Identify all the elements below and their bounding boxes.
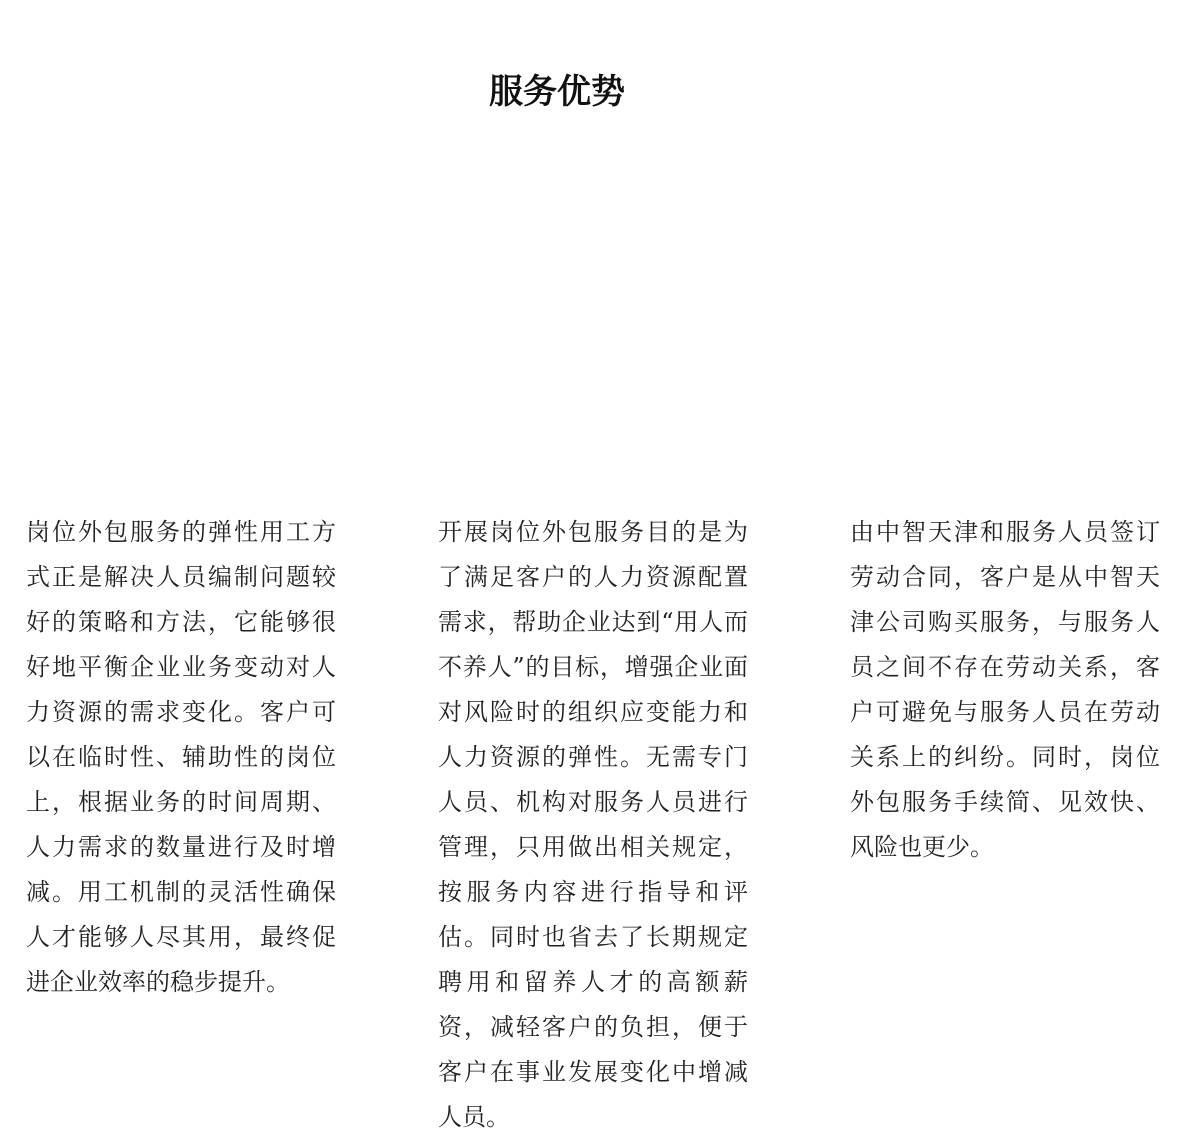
advantage-column-resource-allocation: 开展岗位外包服务目的是为了满足客户的人力资源配置需求，帮助企业达到“用人而不养人”的目标，增强企业面对风险时的组织应变能力和人力资源的弹性。无需专门人员、机构对服务人员进行管理，只用做出相关规定，按服务内容进行指导和评估。同时也省去了长期规定聘用和留养人才的高额薪资，减轻客户的负担，便于客户在事业发展变化中增减人员。 xyxy=(438,518,748,1131)
page-title: 服务优势 xyxy=(489,72,625,112)
advantage-column-labor-relations: 由中智天津和服务人员签订劳动合同，客户是从中智天津公司购买服务，与服务人员之间不存在劳动关系，客户可避免与服务人员在劳动关系上的纠纷。同时，岗位外包服务手续简、见效快、风险也更少。 xyxy=(850,518,1160,861)
advantage-column-flexible-staffing: 岗位外包服务的弹性用工方式正是解决人员编制问题较好的策略和方法，它能够很好地平衡企业业务变动对人力资源的需求变化。客户可以在临时性、辅助性的岗位上，根据业务的时间周期、人力需求的数量进行及时增减。用工机制的灵活性确保人才能够人尽其用，最终促进企业效率的稳步提升。 xyxy=(26,518,336,996)
